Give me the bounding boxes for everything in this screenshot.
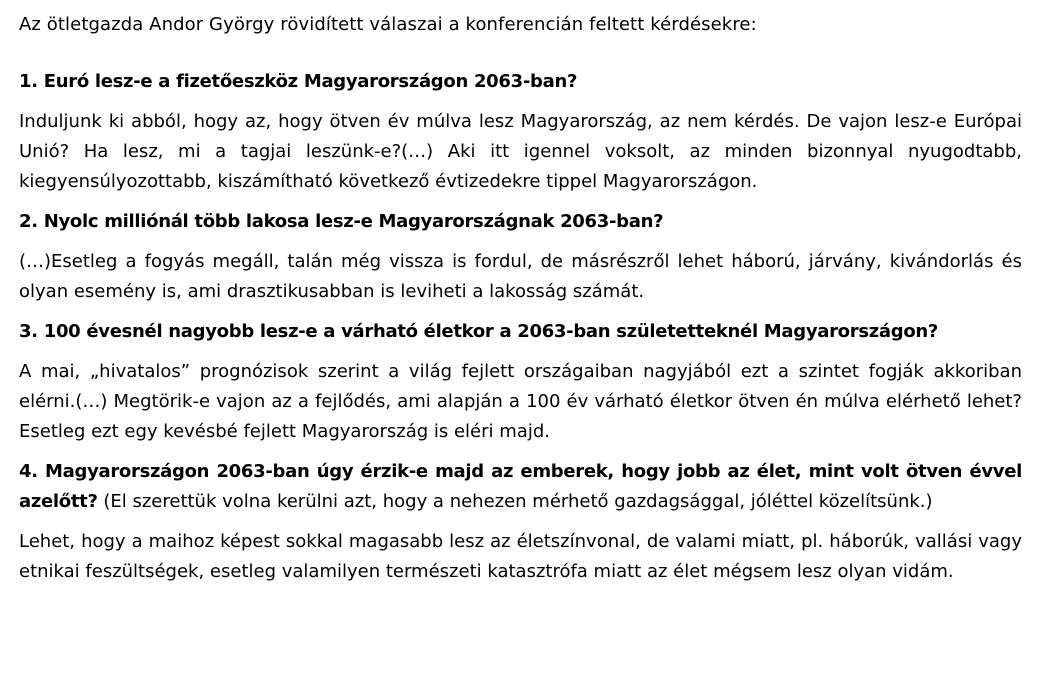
answer-1: Induljunk ki abból, hogy az, hogy ötven év múlva lesz Magyarország, az nem kérdés. De vajon lesz-e Európai Unió? Ha lesz, mi a tagjai leszünk-e?(…) Aki itt igennel voksolt, az minden bizonnyal nyugodtabb, kiegyensúlyozottabb, kiszámítható következő évtizedekre tippel Magyarországon. — [19, 111, 1022, 192]
intro-text: Az ötletgazda Andor György rövidített válaszai a konferencián feltett kérdésekre: — [19, 14, 757, 35]
question-2: 2. Nyolc milliónál több lakosa lesz-e Magyarországnak 2063-ban? — [19, 211, 664, 232]
question-1: 1. Euró lesz-e a fizetőeszköz Magyarországon 2063-ban? — [19, 71, 578, 92]
question-4-note: (El szerettük volna kerülni azt, hogy a nehezen mérhető gazdagsággal, jóléttel közelítsünk.) — [97, 491, 933, 512]
answer-3: A mai, „hivatalos” prognózisok szerint a világ fejlett országaiban nagyjából ezt a szintet fogják akkoriban elérni.(…) Megtörik-e vajon az a fejlődés, ami alapján a 100 év várható életkor ötven én múlva elérhető lehet? Esetleg ezt egy kevésbé fejlett Magyarország is eléri majd. — [19, 361, 1022, 442]
question-3: 3. 100 évesnél nagyobb lesz-e a várható életkor a 2063-ban születetteknél Magyarországon? — [19, 321, 939, 342]
question-4: 4. Magyarországon 2063-ban úgy érzik-e majd az emberek, hogy jobb az élet, mint volt ötven évvel azelőtt? — [19, 461, 1022, 512]
answer-4: Lehet, hogy a maihoz képest sokkal magasabb lesz az életszínvonal, de valami miatt, pl. háborúk, vallási vagy etnikai feszültségek, esetleg valamilyen természeti katasztrófa miatt az élet mégsem lesz olyan vidám. — [19, 531, 1022, 582]
question-4-block — [19, 457, 1022, 517]
answer-2: (…)Esetleg a fogyás megáll, talán még vissza is fordul, de másrészről lehet háború, járvány, kivándorlás és olyan esemény is, ami drasztikusabban is leviheti a lakosság számát. — [19, 251, 1022, 302]
